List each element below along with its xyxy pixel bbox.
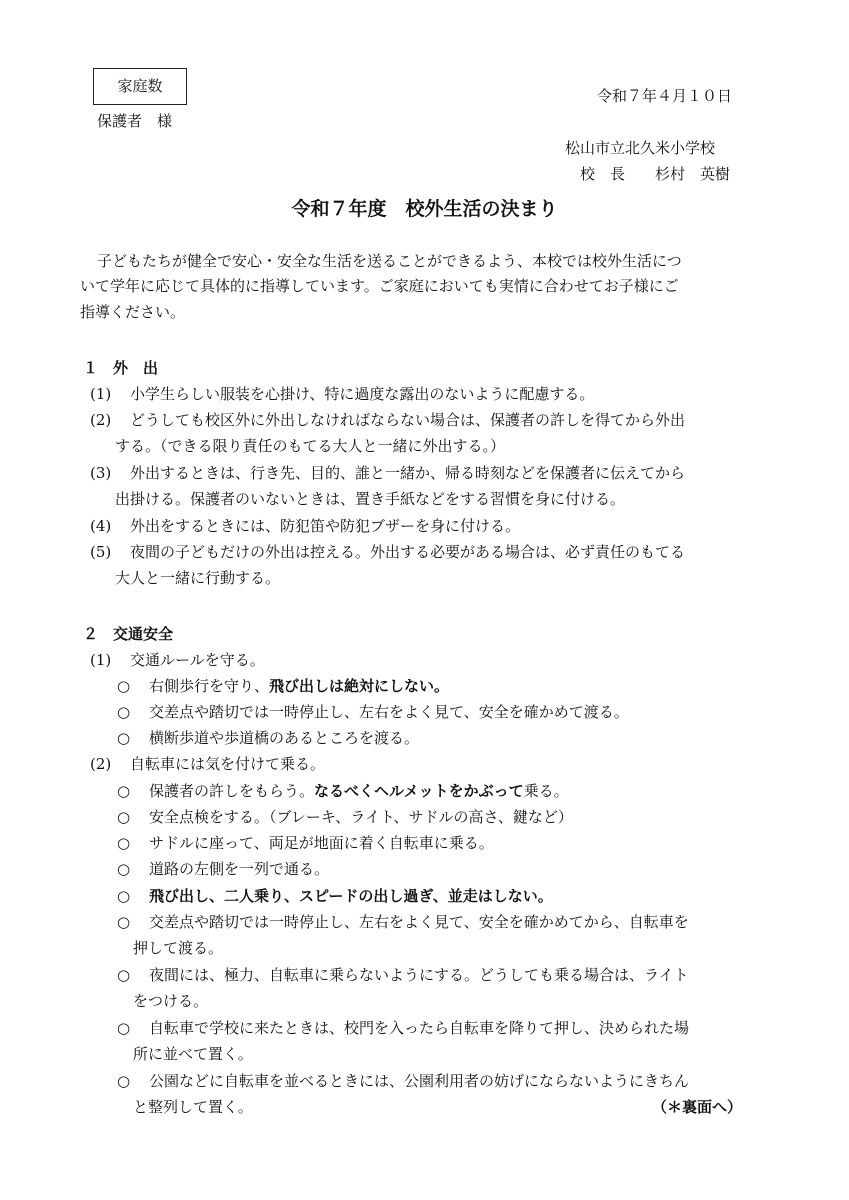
- s1-item-2: [90, 409, 685, 430]
- s1-item-4-text: 外出をするときには、防犯笛や防犯ブザーを身に付ける。: [130, 517, 521, 535]
- s2-sub-2-bullet-2: [117, 806, 573, 827]
- s1-item-5: [90, 541, 685, 562]
- principal-name: 校 長 杉村 英樹: [580, 165, 731, 183]
- continued-overleaf-note: （＊裏面へ）: [652, 1098, 743, 1116]
- bullet-text: 横断歩道や歩道橋のあるところを渡る。: [149, 729, 420, 747]
- bullet-text: サドルに座って、両足が地面に着く自転車に乗る。: [149, 834, 494, 852]
- bullet-text-emphasis: なるべくヘルメットをかぶって: [314, 782, 524, 800]
- s1-item-4: [90, 515, 520, 536]
- bullet-text: 交差点や踏切では一時停止し、左右をよく見て、安全を確かめてから、自転車を: [149, 913, 689, 931]
- bullet-text: 公園などに自転車を並べるときには、公園利用者の妨げにならないようにきちん: [149, 1072, 690, 1090]
- s1-item-5-num: (5): [90, 543, 112, 561]
- s2-sub-2-bullet-9: [117, 1070, 689, 1091]
- s2-sub-2-bullet-8-cont: 所に並べて置く。: [133, 1045, 253, 1063]
- s1-item-1-num: (1): [90, 385, 112, 403]
- bullet-text-end: 乗る。: [523, 782, 569, 800]
- bullet-circle-icon: ○: [117, 703, 131, 721]
- s1-item-3-text: 外出するときは、行き先、目的、誰と一緒か、帰る時刻などを保護者に伝えてから: [130, 464, 686, 482]
- s2-sub-2-num: (2): [90, 755, 112, 773]
- s2-sub-1-bullet-2: [117, 701, 629, 722]
- bullet-text: 道路の左側を一列で通る。: [149, 860, 330, 878]
- issue-date: 令和７年４月１０日: [597, 87, 733, 105]
- page-title: 令和７年度 校外生活の決まり: [291, 198, 558, 220]
- s1-item-3: [90, 462, 685, 483]
- s1-item-2-cont: する。（できる限り責任のもてる大人と一緒に外出する。）: [115, 437, 506, 455]
- s1-item-5-text: 夜間の子どもだけの外出は控える。外出する必要がある場合は、必ず責任のもてる: [130, 543, 686, 561]
- school-name: 松山市立北久米小学校: [565, 139, 716, 157]
- s2-sub-1: [90, 649, 265, 670]
- s2-sub-2-bullet-3: [117, 832, 494, 853]
- s2-sub-2-bullet-9-cont: と整列して置く。: [133, 1098, 253, 1116]
- s1-item-1-text: 小学生らしい服装を心掛け、特に過度な露出のないように配慮する。: [130, 385, 595, 403]
- distribution-label-box: 家庭数: [93, 68, 187, 105]
- bullet-text-emphasis: 飛び出しは絶対にしない。: [269, 677, 450, 695]
- intro-line-1: 子どもたちが健全で安心・安全な生活を送ることができるよう、本校では校外生活につ: [97, 252, 682, 270]
- s1-item-2-text: どうしても校区外に外出しなければならない場合は、保護者の許しを得てから外出: [130, 411, 686, 429]
- recipient-line: 保護者 様: [97, 112, 173, 130]
- s1-item-1: [90, 383, 594, 404]
- bullet-circle-icon: ○: [117, 677, 131, 695]
- intro-line-2: いて学年に応じて具体的に指導しています。ご家庭においても実情に合わせてお子様にご: [80, 277, 679, 295]
- bullet-circle-icon: ○: [117, 887, 131, 905]
- bullet-text: 自転車で学校に来たときは、校門を入ったら自転車を降りて押し、決められた場: [149, 1019, 690, 1037]
- s2-sub-2-bullet-7: [117, 964, 689, 985]
- s2-sub-2-bullet-8: [117, 1017, 689, 1038]
- s2-sub-2-bullet-6: [117, 911, 689, 932]
- bullet-text: 安全点検をする。（ブレーキ、ライト、サドルの高さ、鍵など）: [149, 808, 573, 826]
- s2-sub-2-text: 自転車には気を付けて乗る。: [130, 755, 326, 773]
- bullet-text: 交差点や踏切では一時停止し、左右をよく見て、安全を確かめて渡る。: [149, 703, 629, 721]
- bullet-circle-icon: ○: [117, 782, 131, 800]
- bullet-circle-icon: ○: [117, 913, 131, 931]
- bullet-circle-icon: ○: [117, 1072, 131, 1090]
- intro-line-3: 指導ください。: [80, 303, 186, 321]
- bullet-text: 右側歩行を守り、: [149, 677, 270, 695]
- bullet-circle-icon: ○: [117, 808, 131, 826]
- section-1-heading: １ 外 出: [83, 359, 159, 377]
- s2-sub-2-bullet-4: [117, 858, 329, 879]
- s2-sub-1-bullet-3: [117, 727, 419, 748]
- s1-item-5-cont: 大人と一緒に行動する。: [115, 569, 281, 587]
- bullet-circle-icon: ○: [117, 729, 131, 747]
- s2-sub-1-bullet-1: [117, 675, 449, 696]
- bullet-circle-icon: ○: [117, 1019, 131, 1037]
- section-2-heading: ２ 交通安全: [83, 625, 174, 643]
- s2-sub-2-bullet-5: [117, 885, 553, 906]
- s2-sub-1-text: 交通ルールを守る。: [130, 651, 265, 669]
- bullet-text: 保護者の許しをもらう。: [149, 782, 315, 800]
- bullet-text-emphasis: 飛び出し、二人乗り、スピードの出し過ぎ、並走はしない。: [149, 887, 553, 905]
- s2-sub-2-bullet-6-cont: 押して渡る。: [133, 939, 224, 957]
- s1-item-3-num: (3): [90, 464, 112, 482]
- s1-item-4-num: (4): [90, 517, 112, 535]
- bullet-circle-icon: ○: [117, 834, 131, 852]
- s1-item-2-num: (2): [90, 411, 112, 429]
- s1-item-3-cont: 出掛ける。保護者のいないときは、置き手紙などをする習慣を身に付ける。: [115, 490, 626, 508]
- bullet-text: 夜間には、極力、自転車に乗らないようにする。どうしても乗る場合は、ライト: [149, 966, 689, 984]
- s2-sub-2: [90, 753, 325, 774]
- s2-sub-2-bullet-1: [117, 780, 569, 801]
- s2-sub-2-bullet-7-cont: をつける。: [133, 992, 209, 1010]
- s2-sub-1-num: (1): [90, 651, 112, 669]
- bullet-circle-icon: ○: [117, 966, 131, 984]
- bullet-circle-icon: ○: [117, 860, 131, 878]
